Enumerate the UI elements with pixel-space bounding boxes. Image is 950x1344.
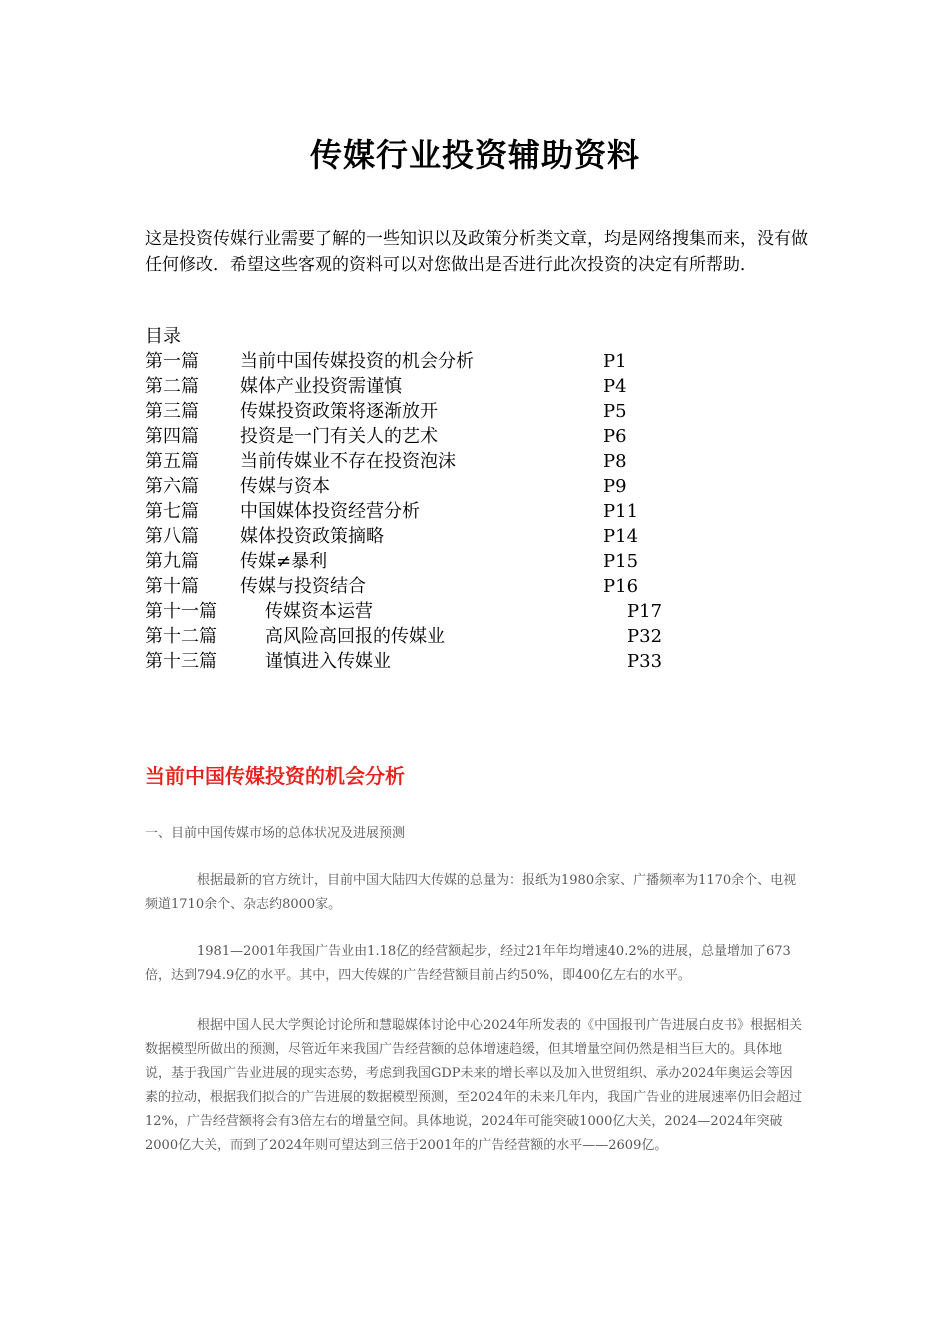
toc-entry-title: 传媒投资政策将逐渐放开 bbox=[240, 401, 438, 422]
toc-entry bbox=[145, 349, 705, 374]
section-title: 当前中国传媒投资的机会分析 bbox=[145, 764, 405, 788]
toc-entry-title: 投资是一门有关人的艺术 bbox=[240, 426, 438, 447]
toc-entry bbox=[145, 624, 705, 649]
toc-entry-page: P1 bbox=[603, 351, 627, 372]
toc-entry-title: 当前传媒业不存在投资泡沫 bbox=[240, 451, 456, 472]
toc-entry-title: 媒体投资政策摘略 bbox=[240, 526, 384, 547]
toc-entry bbox=[145, 574, 705, 599]
toc-entry-page: P5 bbox=[603, 401, 627, 422]
toc-entry bbox=[145, 499, 705, 524]
toc-entry-number: 第三篇 bbox=[145, 401, 199, 422]
toc-entry bbox=[145, 424, 705, 449]
body-paragraph: 根据最新的官方统计，目前中国大陆四大传媒的总量为：报纸为1980余家、广播频率为1170余个、电视频道1710余个、杂志约8000家。 bbox=[145, 873, 797, 912]
toc-entry-number: 第一篇 bbox=[145, 351, 199, 372]
toc-entry-title: 传媒≠暴利 bbox=[240, 551, 328, 572]
section-subheading: 一、目前中国传媒市场的总体状况及进展预测 bbox=[145, 826, 406, 841]
toc-entry bbox=[145, 399, 705, 424]
toc-entry bbox=[145, 599, 705, 624]
toc-entry-page: P4 bbox=[603, 376, 627, 397]
intro-paragraph: 这是投资传媒行业需要了解的一些知识以及政策分析类文章，均是网络搜集而来，没有做任何修改．希望这些客观的资料可以对您做出是否进行此次投资的决定有所帮助． bbox=[145, 229, 808, 275]
toc-entry-number: 第八篇 bbox=[145, 526, 199, 547]
body-paragraph: 根据中国人民大学舆论讨论所和慧聪媒体讨论中心2024年所发表的《中国报刊广告进展白皮书》根据相关数据模型所做出的预测，尽管近年来我国广告经营额的总体增速趋缓，但其增量空间仍然是相当巨大的。具体地说，基于我国广告业进展的现实态势，考虑到我国GDP未来的增长率以及加入世贸组织、承办2024年奥运会等因素的拉动，根据我们拟合的广告进展的数据模型预测，至2024年的未来几年内，我国广告业的进展速率仍旧会超过12%，广告经营额将会有3倍左右的增量空间。具体地说，2024年可能突破1000亿大关，2024—2024年突破2000亿大关，而到了2024年则可望达到三倍于2001年的广告经营额的水平——2609亿。 bbox=[145, 1018, 803, 1153]
toc-entry-number: 第十篇 bbox=[145, 576, 199, 597]
toc-entry-page: P11 bbox=[603, 501, 639, 522]
toc-entry-page: P14 bbox=[603, 526, 639, 547]
toc-entry-number: 第十三篇 bbox=[145, 651, 217, 672]
toc-entry-title: 传媒与投资结合 bbox=[240, 576, 366, 597]
toc-entry-page: P33 bbox=[627, 651, 663, 672]
toc-entry-title: 传媒资本运营 bbox=[265, 601, 373, 622]
toc-heading: 目录 bbox=[145, 326, 181, 347]
toc-entry-title: 传媒与资本 bbox=[240, 476, 330, 497]
toc-entry-number: 第四篇 bbox=[145, 426, 199, 447]
toc-entry-title: 媒体产业投资需谨慎 bbox=[240, 376, 402, 397]
toc-entry bbox=[145, 524, 705, 549]
toc-entry bbox=[145, 549, 705, 574]
body-paragraph: 1981—2001年我国广告业由1.18亿的经营额起步，经过21年年均增速40.2%的进展，总量增加了673倍，达到794.9亿的水平。其中，四大传媒的广告经营额目前占约50%，即400亿左右的水平。 bbox=[145, 944, 791, 983]
toc-entry-title: 高风险高回报的传媒业 bbox=[265, 626, 445, 647]
toc-entry bbox=[145, 374, 705, 399]
toc-entry-title: 谨慎进入传媒业 bbox=[265, 651, 391, 672]
toc-entry-number: 第七篇 bbox=[145, 501, 199, 522]
toc-entry-number: 第六篇 bbox=[145, 476, 199, 497]
toc-entry-number: 第九篇 bbox=[145, 551, 199, 572]
table-of-contents bbox=[145, 349, 705, 674]
toc-entry bbox=[145, 449, 705, 474]
toc-entry-page: P15 bbox=[603, 551, 639, 572]
toc-entry bbox=[145, 474, 705, 499]
toc-entry-number: 第十二篇 bbox=[145, 626, 217, 647]
toc-entry-number: 第五篇 bbox=[145, 451, 199, 472]
toc-entry-page: P8 bbox=[603, 451, 627, 472]
toc-entry-title: 中国媒体投资经营分析 bbox=[240, 501, 420, 522]
toc-entry-page: P6 bbox=[603, 426, 627, 447]
toc-entry-number: 第十一篇 bbox=[145, 601, 217, 622]
toc-entry-title: 当前中国传媒投资的机会分析 bbox=[240, 351, 474, 372]
toc-entry-page: P16 bbox=[603, 576, 639, 597]
toc-entry-page: P9 bbox=[603, 476, 627, 497]
document-title: 传媒行业投资辅助资料 bbox=[309, 136, 640, 174]
toc-entry bbox=[145, 649, 705, 674]
toc-entry-page: P32 bbox=[627, 626, 663, 647]
toc-entry-page: P17 bbox=[627, 601, 663, 622]
toc-entry-number: 第二篇 bbox=[145, 376, 199, 397]
